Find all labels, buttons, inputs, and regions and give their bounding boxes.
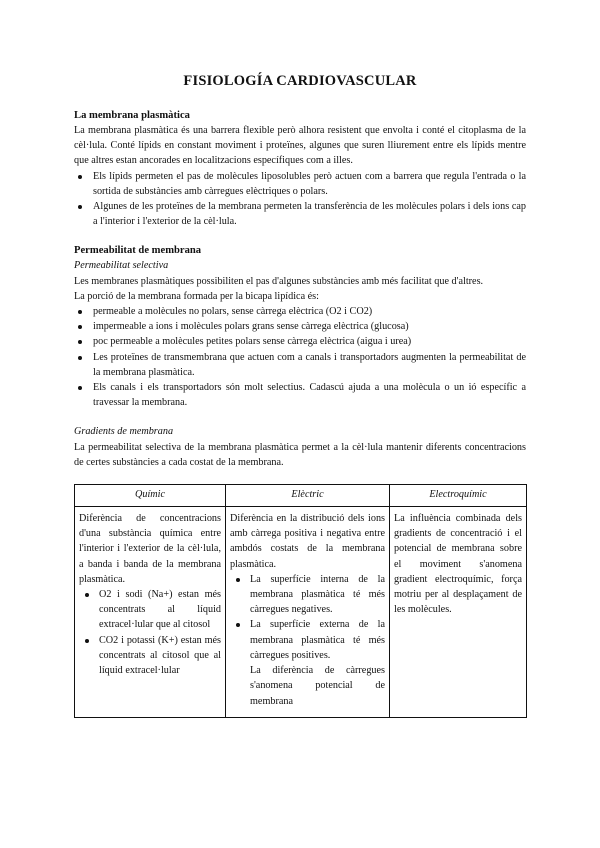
bullet-list-permeabilitat [74, 304, 526, 410]
table-cell-electroquimic [390, 507, 527, 718]
table-header-row [75, 485, 527, 507]
section-heading-membrana: La membrana plasmàtica [74, 110, 190, 121]
list-item: CO2 i potassi (K+) estan més concentrats al citosol que al líquid extracel·lular [99, 633, 221, 679]
paragraph-membrana: La membrana plasmàtica és una barrera flexible però alhora resistent que envolta i conté el citoplasma de la cèl·lula. Conté lípids en constant moviment i proteïnes, algunes que suren lliurement entre els lípids mentre que altres estan ancorades en localitzacions específiques com a illes. [74, 125, 526, 167]
table-row [75, 507, 527, 718]
list-item: poc permeable a molècules petites polars sense càrrega elèctrica (aigua i urea) [93, 334, 526, 349]
list-item: permeable a molècules no polars, sense càrrega elèctrica (O2 i CO2) [93, 304, 526, 319]
document-page [74, 72, 526, 718]
list-item: La superfície interna de la membrana plasmàtica té més càrregues negatives. [250, 572, 385, 618]
table-header-electroquimic: Electroquímic [390, 485, 527, 507]
subheading-permeabilitat-selectiva: Permeabilitat selectiva [74, 260, 169, 272]
list-item: La superfície externa de la membrana plasmàtica té més càrregues positives. [250, 617, 385, 663]
cell-bullet-list [230, 572, 385, 663]
cell-text: La influència combinada dels gradients de concentració i el potencial de membrana sobre el moviment s'anomena gradient electroquímic, força motriu per al desplaçament de les molècules. [394, 513, 522, 616]
paragraph-permeabilitat-2: La porció de la membrana formada per la bicapa lipídica és: [74, 290, 319, 302]
list-item: Els lípids permeten el pas de molècules liposolubles però actuen com a barrera que regula l'entrada o la sortida de substàncies amb càrregues elèctriques o polars. [93, 169, 526, 199]
list-item: impermeable a ions i molècules polars grans sense càrrega elèctrica (glucosa) [93, 319, 526, 334]
paragraph-gradients: La permeabilitat selectiva de la membrana plasmàtica permet a la cèl·lula mantenir diferents concentracions de certes substàncies a cada costat de la membrana. [74, 441, 526, 468]
cell-bullet-list [79, 587, 221, 678]
spacer [74, 410, 526, 424]
section-heading-permeabilitat: Permeabilitat de membrana [74, 245, 202, 257]
document-title: FISIOLOGÍA CARDIOVASCULAR [183, 73, 417, 89]
spacer [74, 229, 526, 243]
list-item: Els canals i els transportadors són molt selectius. Cadascú ajuda a una molècula o un ió específic a travessar la membrana. [93, 380, 526, 410]
table-cell-quimic [75, 507, 226, 718]
list-item: Les proteïnes de transmembrana que actuen com a canals i transportadors augmenten la permeabilitat de la membrana plasmàtica. [93, 350, 526, 380]
subheading-gradients: Gradients de membrana [74, 426, 174, 438]
table-header-electric: Elèctric [226, 485, 390, 507]
list-item: O2 i sodi (Na+) estan més concentrats al líquid extracel·lular que al citosol [99, 587, 221, 633]
cell-text: Diferència en la distribució dels ions amb càrrega positiva i negativa entre ambdós costats de la membrana plasmàtica. [230, 513, 385, 570]
table-cell-electric [226, 507, 390, 718]
table-header-quimic: Químic [75, 485, 226, 507]
gradients-table [74, 484, 527, 718]
list-item: Algunes de les proteïnes de la membrana permeten la transferència de les molècules polars i dels ions cap a l'interior i l'exterior de la cèl·lula. [93, 199, 526, 229]
cell-text: Diferència de concentracions d'una substància química entre l'interior i l'exterior de la cèl·lula, a banda i banda de la membrana plasmàtica. [79, 513, 221, 585]
paragraph-permeabilitat-1: Les membranes plasmàtiques possibiliten el pas d'algunes substàncies amb més facilitat que d'altres. [74, 275, 484, 287]
bullet-list-membrana [74, 169, 526, 230]
cell-continuation-text: La diferència de càrregues s'anomena potencial de membrana [250, 665, 385, 707]
